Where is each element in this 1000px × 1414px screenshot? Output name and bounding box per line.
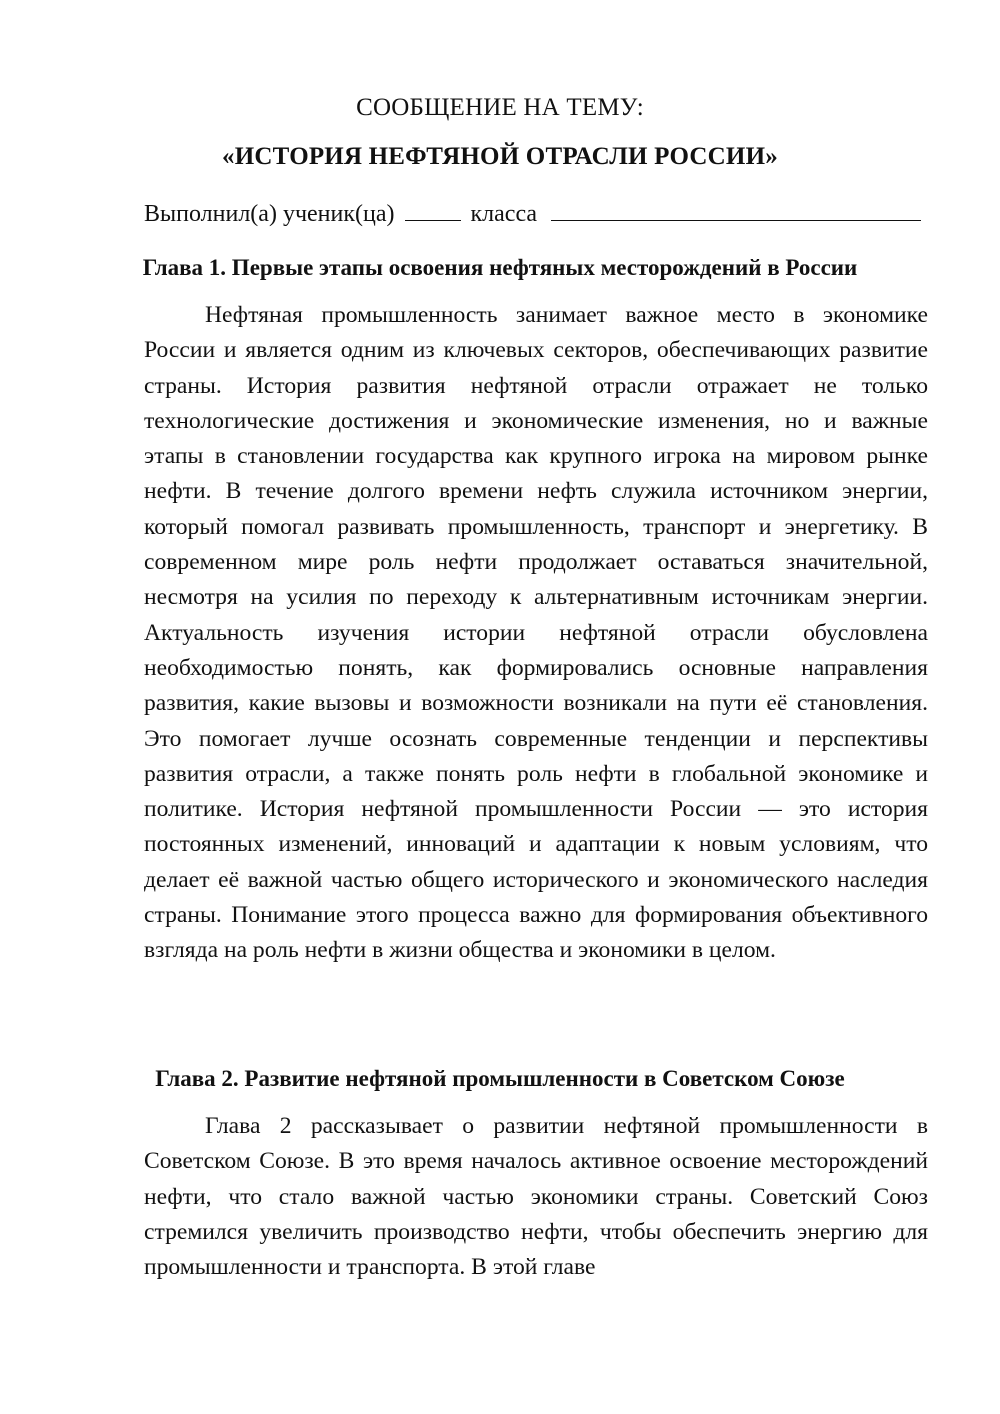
chapter-2-heading: Глава 2. Развитие нефтяной промышленности в Советском Союзе	[155, 1066, 845, 1091]
chapter-2-paragraph: Глава 2 рассказывает о развитии нефтяной промышленности в Советском Союзе. В это время началось активное освоение месторождений нефти, что стало важной частью экономики страны. Советский Союз стремился увеличить производство нефти, чтобы обеспечить энергию для промышленности и транспорта. В этой главе	[144, 1113, 928, 1281]
document-header-line: СООБЩЕНИЕ НА ТЕМУ:	[356, 94, 644, 121]
author-prefix-label: Выполнил(а) ученик(ца)	[144, 201, 395, 227]
chapter-1-paragraph: Нефтяная промышленность занимает важное место в экономике России и является одним из ключевых секторов, обеспечивающих развитие страны. История развития нефтяной отрасли отражает не только технологические достижения и экономические изменения, но и важные этапы в становлении государства как крупного игрока на мировом рынке нефти. В течение долгого времени нефть служила источником энергии, который помогал развивать промышленность, транспорт и энергетику. В современном мире роль нефти продолжает оставаться значительной, несмотря на усилия по переходу к альтернативным источникам энергии. Актуальность изучения истории нефтяной отрасли обусловлена необходимостью понять, как формировались основные направления развития, какие вызовы и возможности возникали на пути её становления. Это помогает лучше осознать современные тенденции и перспективы развития отрасли, а также понять роль нефти в глобальной экономике и политике. История нефтяной промышленности России — это история постоянных изменений, инноваций и адаптации к новым условиям, что делает её важной частью общего исторического и экономического наследия страны. Понимание этого процесса важно для формирования объективного взгляда на роль нефти в жизни общества и экономики в целом.	[144, 302, 928, 964]
grade-blank	[405, 198, 461, 221]
document-title: «ИСТОРИЯ НЕФТЯНОЙ ОТРАСЛИ РОССИИ»	[222, 143, 778, 170]
chapter-1-heading: Глава 1. Первые этапы освоения нефтяных месторождений в России	[142, 255, 858, 280]
author-line	[144, 198, 921, 228]
name-blank	[551, 198, 921, 221]
author-class-label: класса	[470, 201, 538, 227]
